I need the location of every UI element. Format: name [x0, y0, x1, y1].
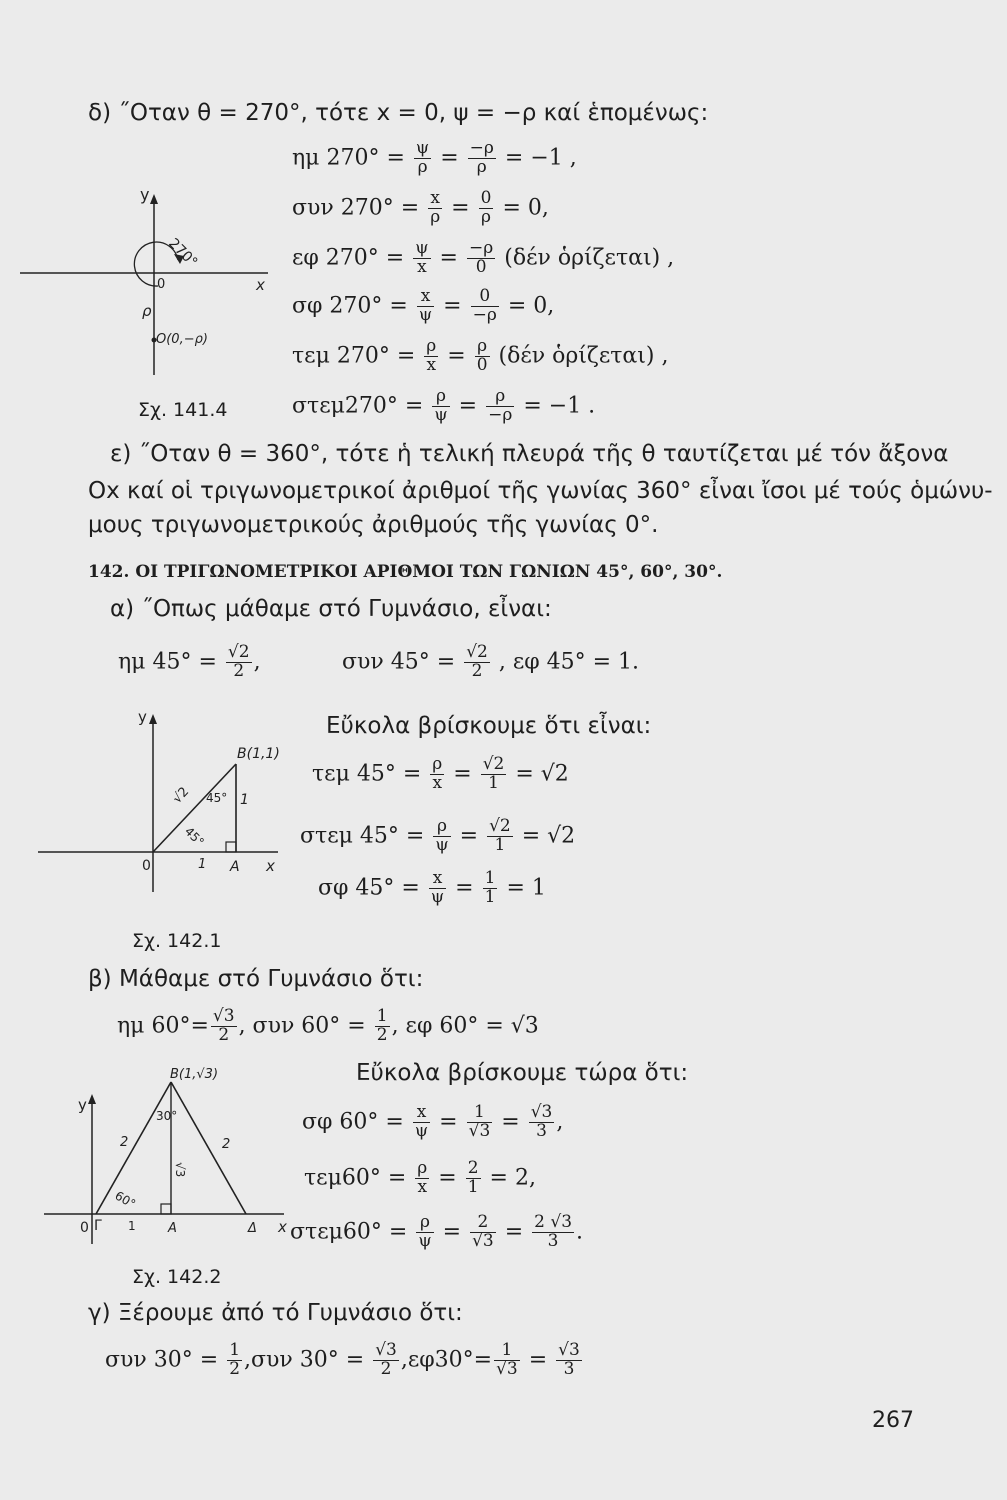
eq-tail: = 2,: [489, 1165, 536, 1191]
label-B: B(1,1): [237, 746, 280, 762]
denominator: ψ: [414, 1120, 429, 1141]
denominator: 2: [229, 1358, 241, 1379]
right-angle-mark: [161, 1204, 171, 1214]
label-A: A: [168, 1221, 177, 1236]
eq-tail: = −1 .: [523, 393, 596, 419]
caption-141-4: Σχ. 141.4: [138, 399, 228, 421]
numerator: √2: [482, 754, 505, 774]
numerator: 1: [494, 1342, 520, 1361]
numerator: 1: [484, 868, 496, 888]
numerator: x: [417, 288, 434, 307]
eq-tail: = 0,: [502, 195, 549, 221]
separator: ,: [253, 649, 261, 675]
eq-lhs: ημ 270° =: [292, 145, 405, 171]
eq-tail: = √2: [521, 823, 576, 849]
alpha-eq-cos-tan: [342, 644, 639, 681]
delta-equation-row: σφ 270° = $\frac{x}{\psi}$ = $\frac{0}{-\rho}$ = 0,: [292, 286, 555, 325]
numerator: 1: [376, 1006, 388, 1026]
numerator: 0: [471, 288, 499, 307]
alpha-eq-csc: στεμ 45° = $\frac{\rho}{\psi}$ = $\frac{√2}{1}$ = √2: [300, 816, 576, 855]
caption-142-1: Σχ. 142.1: [132, 930, 222, 952]
delta-equation-row: ημ 270° = $\frac{\psi}{\rho}$ = $\frac{-\rho}{\rho}$ = −1 ,: [292, 138, 577, 177]
denominator: 1: [484, 886, 496, 907]
denominator: ψ: [435, 834, 449, 855]
denominator: 1: [488, 772, 499, 793]
denominator: 2: [471, 660, 483, 681]
eq-tail: = 1: [506, 875, 546, 901]
eq-lhs: στεμ270° =: [292, 393, 424, 419]
numerator: 2 √3: [534, 1212, 573, 1232]
denominator: 3: [547, 1230, 559, 1251]
denominator: ρ: [417, 156, 428, 177]
numerator: ρ: [426, 336, 437, 356]
numerator: ρ: [416, 1214, 433, 1233]
denominator: 2: [218, 1024, 230, 1045]
denominator: x: [432, 772, 443, 793]
label-angle-top: 45°: [206, 791, 228, 805]
delta-equation-row: στεμ270° = $\frac{\rho}{\psi}$ = $\frac{\rho}{-\rho}$ = −1 .: [292, 386, 596, 425]
eq-lhs: στεμ 45° =: [300, 823, 425, 849]
denominator: ψ: [418, 1230, 432, 1251]
numerator: 1: [467, 1104, 493, 1123]
denominator: 2: [376, 1024, 388, 1045]
label-side-2: 2: [120, 1135, 129, 1150]
label-rho: ρ: [142, 302, 152, 320]
label-angle-30: 30°: [156, 1109, 178, 1123]
eq-lhs-2: ,συν 30° =: [244, 1347, 365, 1373]
denominator: x: [417, 256, 427, 277]
eq-lhs: στεμ60° =: [290, 1219, 408, 1245]
numerator: ρ: [475, 338, 490, 357]
label-gamma: Γ: [94, 1218, 102, 1234]
beta-eq-csc: στεμ60° = $\frac{\rho}{\psi}$ = $\frac{2}{√3}$ = $\frac{2 √3}{3}$ .: [290, 1212, 584, 1251]
eq-tail: = 0,: [507, 293, 555, 319]
label-origin: 0: [80, 1220, 89, 1236]
numerator: ρ: [432, 388, 449, 407]
numerator: ρ: [432, 754, 443, 774]
right-angle-mark: [226, 842, 236, 852]
numerator: √2: [227, 642, 250, 662]
numerator: ψ: [415, 138, 430, 158]
epsilon-line-2: Οx καί οἱ τριγωνομετρικοί ἀριθμοί τῆς γωνίας 360° εἶναι ἴσοι μέ τούς ὁμώνυ-: [88, 478, 993, 504]
eq-tail: (δέν ὁρίζεται) ,: [498, 343, 669, 369]
numerator: 0: [480, 188, 492, 208]
label-origin: 0: [142, 858, 151, 874]
label-y: y: [78, 1096, 87, 1114]
label-angle-60: 60°: [112, 1188, 138, 1212]
denominator: x: [417, 1176, 428, 1197]
y-axis-arrow-icon: [150, 194, 158, 204]
beta-intro: β) Μάθαμε στό Γυμνάσιο ὅτι:: [88, 966, 424, 992]
eq-lhs-3: ,εφ30°=: [400, 1347, 493, 1373]
eq-lhs: σφ 270° =: [292, 293, 408, 319]
numerator: ψ: [415, 238, 429, 258]
eq-lhs: σφ 60° =: [302, 1109, 404, 1135]
denominator: 0: [475, 256, 487, 277]
epsilon-line-3: μους τριγωνομετρικούς ἀριθμούς τῆς γωνίας 0°.: [88, 512, 659, 538]
label-x-1: 1: [198, 857, 207, 872]
denominator: 0: [476, 354, 488, 375]
denominator: ρ: [430, 206, 441, 227]
label-point: Ο(0,−ρ): [156, 332, 208, 347]
gamma-eq-line: συν 30° = $\frac{1}{2}$ ,συν 30° = $\frac{√3}{2}$ ,εφ30°= $\frac{1}{√3}$ = $\frac{√3}{3}$: [105, 1340, 580, 1379]
y-axis-arrow-icon: [88, 1094, 96, 1104]
eq-lhs: ημ 45° =: [118, 649, 217, 675]
left-side: [96, 1082, 171, 1214]
caption-142-2: Σχ. 142.2: [132, 1266, 222, 1288]
eq-tail: = √2: [515, 761, 569, 787]
eq-tail: , εφ 60° = √3: [391, 1013, 539, 1039]
label-x: x: [266, 857, 275, 875]
denominator: ψ: [418, 304, 433, 325]
beta-eq-sec: τεμ60° = $\frac{\rho}{x}$ = $\frac{2}{1}$ = 2,: [304, 1158, 536, 1197]
y-axis-arrow-icon: [149, 714, 157, 724]
alpha-intro: α) ˝Οπως μάθαμε στό Γυμνάσιο, εἶναι:: [110, 596, 552, 622]
denominator: 1: [467, 1176, 479, 1197]
label-A: A: [230, 859, 240, 875]
figure-142-2: [44, 1062, 294, 1248]
denominator: 2: [233, 660, 245, 681]
delta-equation-row: τεμ 270° = $\frac{\rho}{x}$ = $\frac{\rho}{0}$ (δέν ὁρίζεται) ,: [292, 336, 669, 375]
denominator: 1: [494, 834, 506, 855]
denominator: 2: [380, 1358, 392, 1379]
label-side-2-right: 2: [222, 1137, 231, 1152]
eq-lhs: συν 45° =: [342, 649, 456, 675]
label-side-1: 1: [240, 792, 249, 808]
alpha-eq-cot: σφ 45° = $\frac{x}{\psi}$ = $\frac{1}{1}$ = 1: [318, 868, 546, 907]
eq-lhs: σφ 45° =: [318, 875, 420, 901]
denominator: 3: [563, 1358, 575, 1379]
delta-intro: δ) ˝Οταν θ = 270°, τότε x = 0, ψ = −ρ καί ἑπομένως:: [88, 100, 709, 126]
denominator: √3: [496, 1358, 518, 1379]
numerator: −ρ: [469, 138, 494, 158]
denominator: √3: [468, 1120, 491, 1141]
label-angle: 270°: [165, 235, 201, 271]
eq-lhs: εφ 270° =: [292, 245, 405, 271]
label-y: y: [138, 708, 147, 726]
numerator: √2: [489, 816, 511, 836]
figure-142-1: [38, 706, 300, 896]
figure-141-4: [20, 190, 280, 380]
numerator: ρ: [486, 388, 514, 407]
eq-tail: , εφ 45° = 1.: [498, 649, 640, 675]
numerator: √3: [558, 1340, 580, 1360]
denominator: √3: [472, 1230, 494, 1251]
denominator: 3: [536, 1120, 547, 1141]
beta-easy: Εὔκολα βρίσκουμε τώρα ὅτι:: [356, 1060, 689, 1086]
label-delta: Δ: [248, 1221, 257, 1236]
eq-lhs: συν 270° =: [292, 195, 420, 221]
numerator: ρ: [417, 1158, 428, 1178]
numerator: x: [413, 1104, 430, 1123]
alpha-eq-sin: [118, 644, 261, 681]
numerator: ρ: [433, 818, 450, 837]
label-x: x: [256, 276, 265, 294]
label-sqrt3: √3: [173, 1162, 187, 1178]
numerator: x: [428, 190, 442, 209]
denominator: ρ: [476, 156, 487, 177]
epsilon-line-1: ε) ˝Οταν θ = 360°, τότε ἡ τελική πλευρά τῆς θ ταυτίζεται μέ τόν ἄξονα: [110, 441, 949, 467]
label-y: y: [140, 190, 150, 204]
section-heading: 142. ΟΙ ΤΡΙΓΩΝΟΜΕΤΡΙΚΟΙ ΑΡΙΘΜΟΙ ΤΩΝ ΓΩΝΙΩΝ 45°, 60°, 30°.: [88, 562, 723, 582]
numerator: √2: [466, 642, 488, 662]
denominator: −ρ: [472, 304, 497, 325]
page-number: 267: [872, 1408, 914, 1433]
eq-lhs: τεμ 45° =: [312, 761, 422, 787]
eq-tail: .: [576, 1219, 584, 1245]
numerator: √3: [375, 1340, 397, 1360]
denominator: ψ: [430, 886, 445, 907]
numerator: x: [429, 870, 446, 889]
label-B: B(1,√3): [170, 1067, 219, 1082]
delta-equation-row: συν 270° = $\frac{x}{\rho}$ = $\frac{0}{\rho}$ = 0,: [292, 188, 549, 227]
denominator: x: [426, 354, 437, 375]
label-angle-bottom: 45°: [181, 824, 207, 850]
eq-tail: = −1 ,: [504, 145, 577, 171]
label-origin: 0: [157, 277, 166, 292]
numerator: 2: [467, 1158, 479, 1178]
eq-lhs-2: , συν 60° =: [238, 1013, 366, 1039]
eq-lhs: ημ 60°=: [117, 1013, 209, 1039]
right-side: [171, 1082, 246, 1214]
denominator: −ρ: [488, 404, 513, 425]
delta-equation-row: εφ 270° = $\frac{\psi}{x}$ = $\frac{-\rho}{0}$ (δέν ὁρίζεται) ,: [292, 238, 675, 277]
denominator: ψ: [434, 404, 448, 425]
numerator: 1: [229, 1340, 241, 1360]
label-x: x: [278, 1218, 287, 1236]
gamma-intro: γ) Ξέρουμε ἀπό τό Γυμνάσιο ὅτι:: [88, 1300, 463, 1326]
beta-eq-line: [117, 1008, 539, 1045]
eq-lhs: τεμ 270° =: [292, 343, 416, 369]
eq-tail: (δέν ὁρίζεται) ,: [504, 245, 675, 271]
label-1: 1: [128, 1219, 136, 1233]
eq-lhs: τεμ60° =: [304, 1165, 407, 1191]
alpha-eq-sec: τεμ 45° = $\frac{\rho}{x}$ = $\frac{√2}{1}$ = √2: [312, 754, 569, 793]
eq-tail: ,: [556, 1109, 564, 1135]
numerator: 2: [470, 1214, 496, 1233]
alpha-easy: Εὔκολα βρίσκουμε ὅτι εἶναι:: [326, 713, 652, 739]
numerator: √3: [212, 1006, 235, 1026]
label-sqrt2: √2: [169, 784, 193, 807]
denominator: ρ: [481, 206, 492, 227]
beta-eq-cot: σφ 60° = $\frac{x}{\psi}$ = $\frac{1}{√3}$ = $\frac{√3}{3}$ ,: [302, 1102, 564, 1141]
numerator: −ρ: [468, 238, 494, 258]
eq-lhs: συν 30° =: [105, 1347, 219, 1373]
numerator: √3: [530, 1102, 553, 1122]
